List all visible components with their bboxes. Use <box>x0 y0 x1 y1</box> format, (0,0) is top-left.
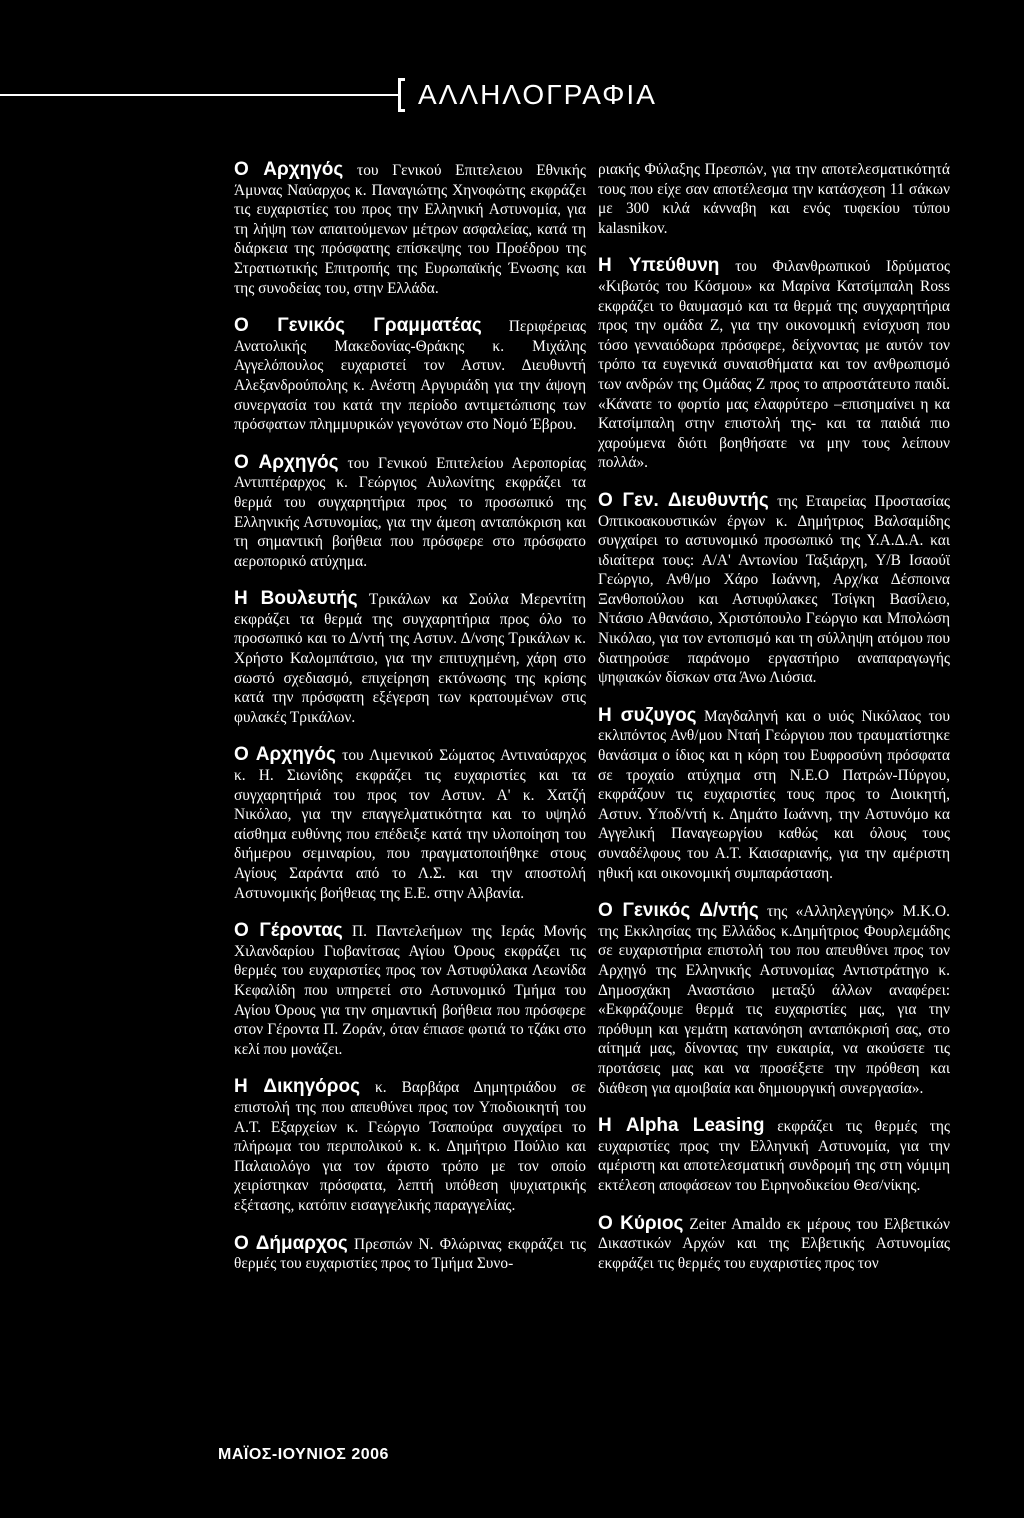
letter-entry <box>598 1214 950 1274</box>
entry-text: Τρικάλων κα Σούλα Μερεντίτη εκφράζει τα θερμά της συγχαρητήρια προς όλο το προσωπικό και το Δ/ντή της Αστυν. Δ/νσης Τρικάλων κ. Χρήστο Καλομπάτσιο, για την επιτυχημένη, χάρη στο σωστό σχεδιασμό, επιχείρηση εκτόνωσης της κρίσης κατά την πρόσφατη εξέγερση των κρατουμένων στις φυλακές Τρικάλων. <box>234 591 586 726</box>
letter-entry <box>598 901 950 1098</box>
entry-text: κ. Βαρβάρα Δημητριάδου σε επιστολή της που απευθύνει προς τον Υποδιοικητή του Α.Τ. Εξαρχείων κ. Γεώργιο Τσαπούρα συγχαίρει το πλήρωμα του περιπολικού κ. κ. Δημήτριο Πούλιο και Παλαιολόγο για τον άριστο τρόπο με τον οποίο χειρίστηκαν πρόσφατα, λεπτή υπόθεση ψυχιατρικής εξέτασης, κατόπιν εισαγγελικής παραγγελίας. <box>234 1079 586 1214</box>
letter-entry <box>234 589 586 727</box>
entry-text: της Εταιρείας Προστασίας Οπτικοακουστικών έργων κ. Δημήτριος Βαλσαμίδης συγχαίρει το αστυνομικό προσωπικό της Υ.Α.Δ.Α. και ιδιαίτερα τους: Α/Α' Αντωνίου Ταξιάρχη, Υ/Β Ισαούϊ Γεώργιο, Ανθ/μο Χάρο Ιωάννη, Αρχ/κα Δέσποινα Ξανθοπούλου και Αστυφύλακες Τσίγκη Βασίλειο, Ντάσιο Αθανάσιο, Χριστόπουλο Γεώργιο και Μπολώση Νικόλαο, για τον εντοπισμό και τη σύλληψη ατόμου που διατηρούσε παράνομο εργαστήριο αναπαραγωγής ψηφιακών δίσκων στα Άνω Λιόσια. <box>598 492 950 687</box>
entry-lead: Η συζυγος <box>598 704 697 726</box>
header-bracket <box>398 78 405 112</box>
entry-text: εκφράζει τις θερμές της ευχαριστίες προς την Ελληνική Αστυνομία, για την αμέριστη και αποτελεσματική συνδρομή της στη νόμιμη εκτέλεση αποφάσεων του Ειρηνοδικείου Θεσ/νίκης. <box>598 1118 951 1194</box>
entry-text: του Γενικού Επιτελειου Εθνικής Άμυνας Ναύαρχος κ. Παναγιώτης Χηνοφώτης εκφράζει τις ευχαριστίες του προς την Ελληνική Αστυνομία, για τη λήψη των απαιτούμενων μέτρων ασφαλείας, κατά τη διάρκεια της πρόσφατης επίσκεψης του Προέδρου της Στρατιωτικής Επιτροπής της Ευρωπαϊκής Ένωσης και της συνοδείας του, στην Ελλάδα. <box>234 162 586 297</box>
entry-lead: Ο Αρχηγός <box>234 159 344 180</box>
entry-lead: Ο Γενικός Δ/ντής <box>598 900 759 922</box>
entry-lead: Η Υπεύθυνη <box>598 255 720 277</box>
section-header <box>0 76 1024 116</box>
letter-entry <box>598 160 950 238</box>
entry-lead: Η Βουλευτής <box>234 588 358 610</box>
entry-text: Περιφέρειας Ανατολικής Μακεδονίας-Θράκης κ. Μιχάλης Αγγελόπουλος ευχαριστεί τον Αστυν. Διευθυντή Αλεξανδρούπολης κ. Ανέστη Αργυριάδη για την άψογη συνεργασία του κατά την περίοδο αντιμετώπισης των πρόσφατων πλημμυρικών γεγονότων στο Νομό Έβρου. <box>234 318 586 434</box>
letter-entry <box>234 1234 586 1274</box>
entry-text: του Φιλανθρωπικού Ιδρύματος «Κιβωτός του Κόσμου» κα Μαρίνα Κατσίμπαλη Ross εκφράζει το θαυμασμό και τα θερμά της συγχαρητήρια προς την ομάδα Ζ, για την οικονομική ενίσχυση που τόσο γενναιόδωρα πρόσφερε, δείχνοντας με αυτόν τον τρόπο τα ευγενικά συναισθήματα και τον ανθρωπισμό των ανδρών της Ομάδας Ζ προς το απροστάτευτο παιδί. «Κάνατε το φορτίο μας ελαφρύτερο –επισημαίνει η κα Κατσίμπαλη στην επιστολή της- και τα παιδιά πιο χαρούμενα διότι βοηθήσατε να μην τους λείπουν πολλά». <box>598 258 950 472</box>
section-title: ΑΛΛΗΛΟΓΡΑΦΙΑ <box>418 79 657 110</box>
letter-entry <box>234 160 586 298</box>
left-column <box>234 160 586 1292</box>
letter-entry <box>234 745 586 903</box>
letter-entry <box>598 706 950 883</box>
entry-text: Μαγδαληνή και ο υιός Νικόλαος του εκλιπόντος Ανθ/μου Νταή Γεώργιου που τραυματίστηκε θανάσιμα ο ίδιος και η κόρη του Ευφροσύνη πρόσφατα σε τροχαίο ατύχημα στη Ν.Ε.Ο Πατρών-Πύργου, εκφράζουν τις ευχαριστίες τους προς το Διοικητή, Αστυν. Υποδ/ντή κ. Δημάτο Ιωάννη, την Αστυνόμο κα Αγγελική Παναγεωργίου καθώς και όλους τους συναδέλφους του Α.Τ. Καισαριανής, για την αμέριστη ηθική και οικονομική συμπαράσταση. <box>598 707 950 882</box>
entry-text: ριακής Φύλαξης Πρεσπών, για την αποτελεσματικότητά τους που είχε σαν αποτέλεσμα την κατάσχεση 11 σάκων με 300 κιλά κάνναβη και ενός τυφεκίου τύπου kalasnikov. <box>598 161 950 237</box>
entry-lead: Ο Γενικός Γραμματέας <box>234 315 482 337</box>
letter-entry <box>234 453 586 572</box>
entry-lead: Ο Γεν. Διευθυντής <box>598 489 769 511</box>
entry-text: Π. Παντελεήμων της Ιεράς Μονής Χιλανδαρίου Γιοβανίτσας Αγίου Όρους εκφράζει τις θερμές του ευχαριστίες προς τον Αστυφύλακα Λεωνίδα Κεφαλίδη που υπηρετεί στο Αστυνομικό Τμήμα του Αγίου Όρους για την σημαντική βοήθεια που πρόσφερε στον Γέροντα Π. Ζοράν, όταν έπιασε φωτιά το τζάκι στο κελί που μονάζει. <box>234 923 586 1058</box>
entry-lead: Ο Γέροντας <box>234 920 343 942</box>
entry-lead: Η Alpha Leasing <box>598 1115 765 1137</box>
entry-lead: Η Δικηγόρος <box>234 1076 360 1098</box>
letter-entry <box>234 316 586 435</box>
letter-entry <box>598 256 950 473</box>
entry-text: Πρεσπών Ν. Φλώρινας εκφράζει τις θερμές του ευχαριστίες προς το Τμήμα Συνο- <box>234 1235 586 1273</box>
letter-entry <box>234 921 586 1059</box>
letter-entry <box>598 491 950 688</box>
entry-lead: Ο Αρχηγός <box>234 451 339 473</box>
letter-entry <box>598 1116 950 1195</box>
entry-text: του Γενικού Επιτελείου Αεροπορίας Αντιπτέραρχος κ. Γεώργιος Αυλωνίτης εκφράζει τα θερμά του συγχαρητήρια προς το προσωπικό της Ελληνικής Αστυνομίας, για την άμεση ανταπόκριση και τη σημαντική βοήθεια που πρόσφερε στο πρόσφατο αεροπορικό ατύχημα. <box>234 454 586 570</box>
entry-text: Zeiter Amaldo εκ μέρους του Ελβετικών Δικαστικών Αρχών και της Ελβετικής Αστυνομίας εκφράζει τις θερμές του ευχαριστίες προς τον <box>598 1215 951 1272</box>
letter-entry <box>234 1077 586 1215</box>
entry-text: της «Αλληλεγγύης» Μ.Κ.Ο. της Εκκλησίας της Ελλάδος κ.Δημήτριος Φουρλεμάδης σε ευχαριστήρια επιστολή του που απευθύνει προς τον Αρχηγό της Ελληνικής Αστυνομίας Αντιστράτηγο κ. Δημοσχάκη Αναστάσιο μεταξύ άλλων αναφέρει: «Εκφράζουμε θερμά τις ευχαριστίες μας, για την πρόθυμη και γεμάτη κατανόηση ανταπόκρισή σας, στο αίτημά μας, δίνοντας την ευκαιρία, να ακούσετε τις προτάσεις μας και να προσέξετε την πρόθεση και διάθεση για αμοιβαία και δημιουργική συνεργασία». <box>598 903 950 1097</box>
issue-footer: ΜΑΪΟΣ-ΙΟΥΝΙΟΣ 2006 <box>218 1446 389 1463</box>
entry-text: του Λιμενικού Σώματος Αντιναύαρχος κ. Η. Σιωνίδης εκφράζει τις ευχαριστίες και τα συγχαρητήριά του προς τον Αστυν. Α' κ. Χατζή Νικόλαο, για την επαγγελματικότητα και το υψηλό αίσθημα ευθύνης που επέδειξε κατά την υλοποίηση του διήμερου σεμιναρίου, που πραγματοποιήθηκε στους Αγίους Σαράντα από το Λ.Σ. και την αποστολή Αστυνομικής βοήθειας της Ε.Ε. στην Αλβανία. <box>234 747 586 902</box>
right-column <box>598 160 950 1291</box>
entry-lead: Ο Δήμαρχος <box>234 1232 348 1254</box>
entry-lead: Ο Κύριος <box>598 1212 684 1234</box>
header-rule <box>0 94 398 96</box>
entry-lead: Ο Αρχηγός <box>234 744 336 766</box>
